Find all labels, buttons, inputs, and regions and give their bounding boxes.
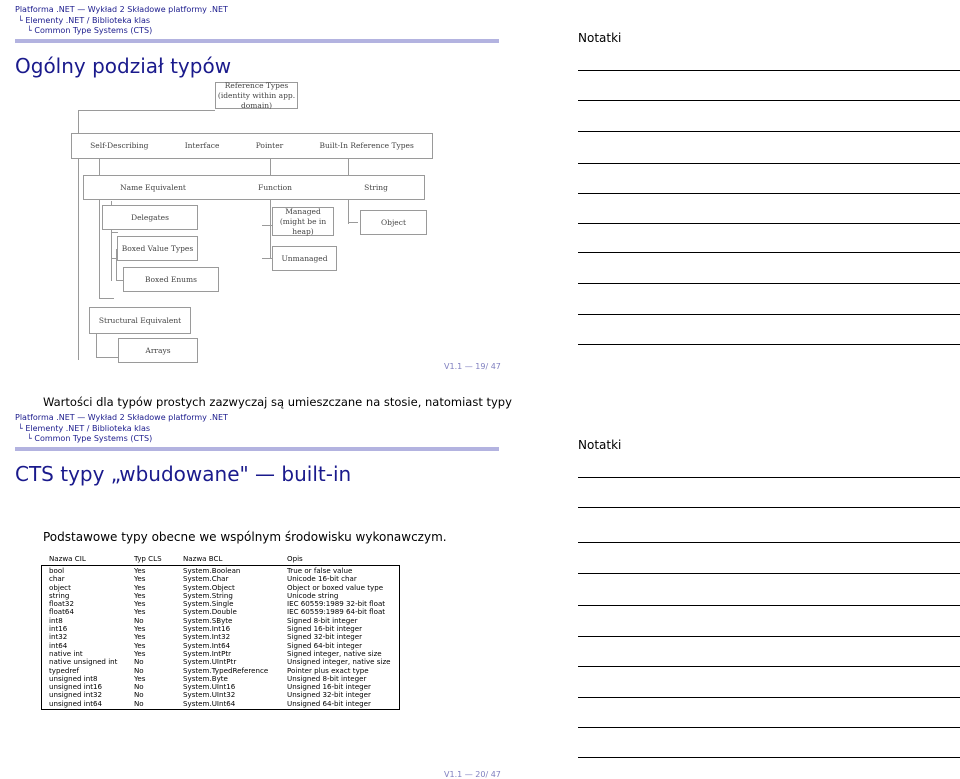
- node-label: Delegates: [131, 212, 169, 222]
- table-cell: unsigned int32: [49, 690, 103, 700]
- node-unmanaged: [272, 246, 337, 271]
- table-cell: Yes: [134, 648, 146, 658]
- table-cell: char: [49, 574, 65, 584]
- node-label: Managed: [285, 206, 321, 216]
- header-bar: [15, 447, 499, 451]
- slide-version: V1.1 — 20/ 47: [444, 770, 501, 779]
- node-label: Object: [381, 217, 406, 227]
- table-cell: Yes: [134, 640, 146, 650]
- table-cell: Yes: [134, 582, 146, 592]
- notes-rule: [578, 252, 960, 253]
- connector: [116, 280, 123, 281]
- table-cell: Signed 64-bit integer: [287, 640, 363, 650]
- table-cell: int8: [49, 615, 63, 625]
- table-cell: Unsigned 64-bit integer: [287, 698, 371, 708]
- table-cell: No: [134, 615, 144, 625]
- notes-rule: [578, 223, 960, 224]
- node-label: Arrays: [145, 345, 171, 355]
- node-builtin-reference-types: Built-In Reference Types: [319, 141, 414, 150]
- table-cell: object: [49, 582, 71, 592]
- table-cell: native unsigned int: [49, 657, 118, 667]
- table-cell: Unicode string: [287, 590, 339, 600]
- table-cell: System.IntPtr: [183, 648, 232, 658]
- node-name-equivalent: Name Equivalent: [120, 182, 186, 192]
- notes-rule: [578, 131, 960, 132]
- table-cell: int16: [49, 624, 68, 634]
- table-cell: No: [134, 682, 144, 692]
- table-cell: System.UInt16: [183, 682, 236, 692]
- table-cell: System.Char: [183, 574, 229, 584]
- table-cell: IEC 60559:1989 32-bit float: [287, 599, 386, 609]
- column-header: Nazwa BCL: [183, 553, 223, 563]
- connector: [99, 298, 114, 299]
- node-managed: [272, 207, 334, 236]
- table-cell: native int: [49, 648, 83, 658]
- node-label: Unmanaged: [281, 253, 328, 263]
- table-cell: Signed 8-bit integer: [287, 615, 358, 625]
- table-cell: System.Int64: [183, 640, 231, 650]
- node-object: [360, 210, 427, 235]
- table-cell: No: [134, 698, 144, 708]
- table-row: [49, 700, 394, 708]
- breadcrumb-level1: Platforma .NET — Wykład 2 Składowe platformy .NET: [15, 413, 228, 422]
- node-row-name-equivalent: [83, 175, 425, 200]
- notes-rule: [578, 100, 960, 101]
- connector: [348, 222, 358, 223]
- table-cell: Yes: [134, 607, 146, 617]
- node-boxed-enums: [123, 267, 219, 292]
- notes-rule: [578, 666, 960, 667]
- table-cell: Yes: [134, 566, 146, 575]
- connector: [270, 159, 271, 259]
- table-cell: Pointer plus exact type: [287, 665, 369, 675]
- node-arrays: [118, 338, 198, 363]
- node-boxed-value-types: [117, 236, 198, 261]
- cts-types-table: [49, 554, 394, 708]
- table-cell: int32: [49, 632, 68, 642]
- table-cell: Yes: [134, 632, 146, 642]
- notes-rule: [578, 70, 960, 71]
- table-cell: Yes: [134, 599, 146, 609]
- slide-caption: Wartości dla typów prostych zazwyczaj są umieszczane na stosie, natomiast typy: [43, 395, 512, 409]
- breadcrumb-level1: Platforma .NET — Wykład 2 Składowe platformy .NET: [15, 5, 228, 14]
- table-cell: bool: [49, 566, 65, 575]
- breadcrumb-level2: └ Elementy .NET / Biblioteka klas: [18, 423, 151, 433]
- table-cell: System.Single: [183, 599, 234, 609]
- column-header: Typ CLS: [134, 553, 162, 563]
- table-cell: System.Double: [183, 607, 237, 617]
- node-row-reference-categories: [71, 133, 433, 159]
- table-cell: Unsigned 16-bit integer: [287, 682, 371, 692]
- table-cell: Unsigned 8-bit integer: [287, 673, 367, 683]
- notes-rule: [578, 344, 960, 345]
- table-cell: System.Object: [183, 582, 235, 592]
- node-label: Reference Types: [224, 80, 289, 90]
- connector: [111, 232, 118, 233]
- notes-rule: [578, 542, 960, 543]
- notes-rule: [578, 163, 960, 164]
- table-cell: Yes: [134, 673, 146, 683]
- table-cell: No: [134, 657, 144, 667]
- connector: [262, 225, 272, 226]
- notes-rule: [578, 477, 960, 478]
- table-cell: System.Int32: [183, 632, 231, 642]
- table-cell: True or false value: [287, 566, 353, 575]
- breadcrumb-level3: └ Common Type Systems (CTS): [27, 26, 153, 35]
- table-cell: System.Byte: [183, 673, 228, 683]
- table-cell: System.UIntPtr: [183, 657, 237, 667]
- table-cell: No: [134, 665, 144, 675]
- connector: [262, 258, 272, 259]
- intro-text: Podstawowe typy obecne we wspólnym środowisku wykonawczym.: [43, 530, 447, 544]
- table-header-row: [49, 554, 394, 564]
- notes-label: Notatki: [578, 31, 622, 45]
- table-cell: typedref: [49, 665, 79, 675]
- connector: [78, 110, 215, 111]
- notes-rule: [578, 727, 960, 728]
- table-cell: System.String: [183, 590, 233, 600]
- table-cell: unsigned int64: [49, 698, 103, 708]
- table-cell: System.Boolean: [183, 566, 241, 575]
- node-interface: Interface: [184, 141, 220, 150]
- node-function: Function: [258, 182, 292, 192]
- table-cell: string: [49, 590, 70, 600]
- node-reference-types: [215, 82, 298, 109]
- node-label: Boxed Value Types: [121, 243, 194, 253]
- table-cell: System.Int16: [183, 624, 231, 634]
- connector: [96, 333, 97, 358]
- table-cell: System.UInt32: [183, 690, 236, 700]
- column-header: Opis: [287, 553, 303, 563]
- node-label: (identity within app. domain): [217, 90, 296, 110]
- table-cell: Unsigned 32-bit integer: [287, 690, 371, 700]
- table-cell: IEC 60559:1989 64-bit float: [287, 607, 386, 617]
- breadcrumb: [15, 5, 228, 37]
- node-label: (might be in heap): [279, 216, 327, 236]
- table-cell: Unicode 16-bit char: [287, 574, 357, 584]
- node-string: String: [364, 182, 388, 192]
- column-header: Nazwa CIL: [49, 553, 86, 563]
- table-cell: Yes: [134, 624, 146, 634]
- table-cell: Unsigned integer, native size: [287, 657, 391, 667]
- breadcrumb-level2: └ Elementy .NET / Biblioteka klas: [18, 15, 151, 25]
- table-cell: System.SByte: [183, 615, 233, 625]
- table-cell: Signed 16-bit integer: [287, 624, 363, 634]
- page-title: Ogólny podział typów: [15, 54, 232, 78]
- notes-rule: [578, 605, 960, 606]
- node-self-describing: Self-Describing: [90, 141, 149, 150]
- node-pointer: Pointer: [255, 141, 284, 150]
- notes-rule: [578, 314, 960, 315]
- table-cell: System.UInt64: [183, 698, 236, 708]
- node-structural-equivalent: [89, 307, 191, 334]
- table-cell: Yes: [134, 574, 146, 584]
- notes-rule: [578, 193, 960, 194]
- table-cell: System.TypedReference: [183, 665, 269, 675]
- table-cell: unsigned int16: [49, 682, 103, 692]
- table-cell: unsigned int8: [49, 673, 98, 683]
- breadcrumb: [15, 413, 228, 445]
- table-cell: Yes: [134, 590, 146, 600]
- page-title: CTS typy „wbudowane" — built-in: [15, 462, 352, 486]
- table-cell: float64: [49, 607, 74, 617]
- notes-rule: [578, 573, 960, 574]
- slide-version: V1.1 — 19/ 47: [444, 362, 501, 371]
- table-cell: int64: [49, 640, 68, 650]
- table-cell: Signed 32-bit integer: [287, 632, 363, 642]
- notes-rule: [578, 757, 960, 758]
- notes-rule: [578, 283, 960, 284]
- node-label: Structural Equivalent: [98, 315, 182, 325]
- breadcrumb-level3: └ Common Type Systems (CTS): [27, 434, 153, 443]
- table-cell: No: [134, 690, 144, 700]
- notes-rule: [578, 636, 960, 637]
- table-cell: Signed integer, native size: [287, 648, 382, 658]
- table-cell: float32: [49, 599, 74, 609]
- notes-rule: [578, 697, 960, 698]
- notes-label: Notatki: [578, 438, 622, 452]
- notes-rule: [578, 507, 960, 508]
- node-delegates: [102, 205, 198, 230]
- table-cell: Object or boxed value type: [287, 582, 384, 592]
- header-bar: [15, 39, 499, 43]
- node-label: Boxed Enums: [145, 274, 197, 284]
